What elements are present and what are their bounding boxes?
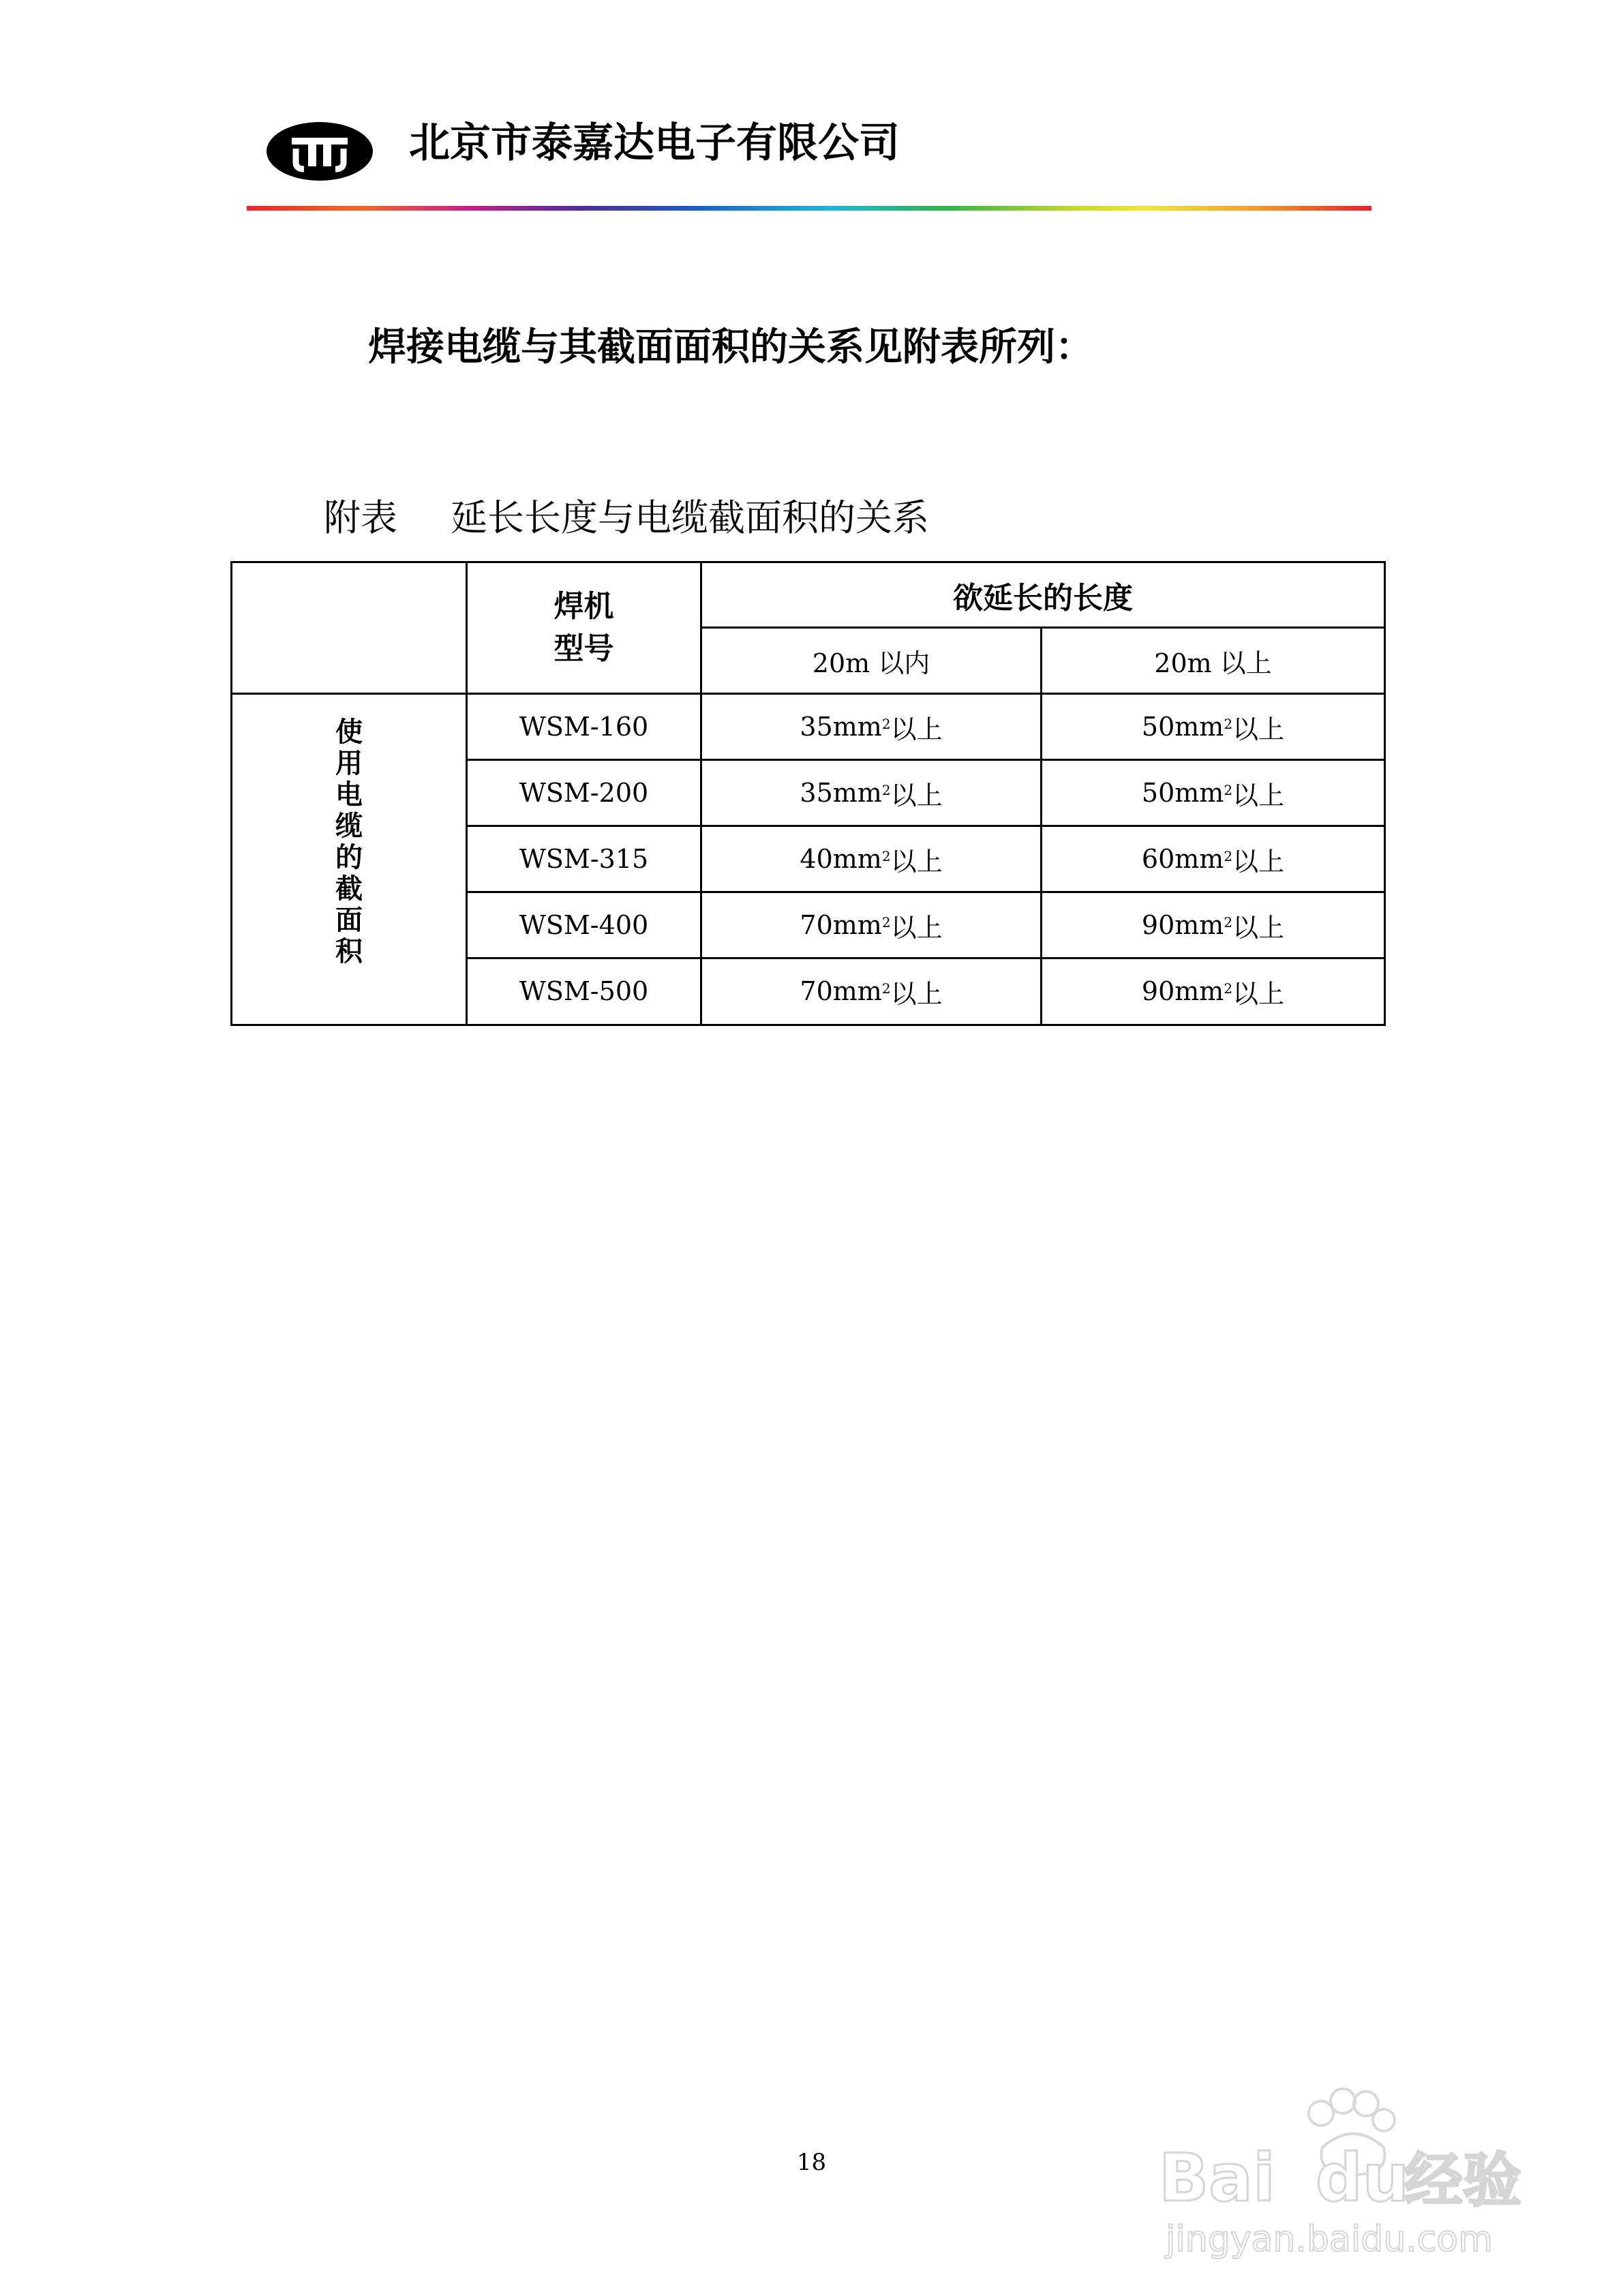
row-group-char: 使 xyxy=(335,716,363,748)
cell-suffix: 以上 xyxy=(1232,846,1285,877)
row-model: WSM-500 xyxy=(519,976,649,1006)
cell-unit: mm xyxy=(832,844,882,874)
cell-suffix: 以上 xyxy=(890,912,943,943)
header-within-20m: 20m 以内 xyxy=(812,648,930,678)
cell-unit-sup: 2 xyxy=(1224,716,1233,732)
cell-unit: mm xyxy=(1174,844,1224,874)
cell-suffix: 以上 xyxy=(1232,912,1285,943)
table-border-right xyxy=(1384,561,1386,1026)
row-group-char: 用 xyxy=(335,748,363,779)
cell-value: 60 xyxy=(1141,844,1175,874)
watermark-cn: 经验 xyxy=(1404,2147,1521,2215)
watermark-url: jingyan.baidu.com xyxy=(1166,2219,1493,2260)
row-within-20m xyxy=(702,695,1040,759)
row-group-char: 电 xyxy=(335,779,363,811)
cell-unit: mm xyxy=(1174,976,1224,1006)
cell-unit-sup: 2 xyxy=(881,848,891,864)
watermark-brand2: du xyxy=(1316,2140,1410,2216)
cell-unit-sup: 2 xyxy=(1224,914,1233,931)
row-above-20m xyxy=(1042,761,1384,825)
cell-value: 90 xyxy=(1141,910,1175,940)
table-border-bottom xyxy=(230,1024,1386,1026)
header-model-line1: 焊机 xyxy=(553,589,614,624)
row-group-char: 截 xyxy=(335,873,363,905)
table-caption xyxy=(324,492,929,544)
cell-value: 50 xyxy=(1141,778,1175,808)
row-model: WSM-400 xyxy=(519,910,649,940)
cell-unit: mm xyxy=(832,976,882,1006)
header-model-line2: 型号 xyxy=(553,631,614,666)
watermark-brand: Bai xyxy=(1159,2140,1275,2216)
row-within-20m xyxy=(702,893,1040,957)
row-above-20m xyxy=(1042,893,1384,957)
row-model: WSM-160 xyxy=(519,712,649,742)
row-above-20m xyxy=(1042,959,1384,1023)
cell-unit: mm xyxy=(1174,778,1224,808)
cell-unit: mm xyxy=(1174,712,1224,742)
header-above-20m: 20m 以上 xyxy=(1154,648,1272,678)
row-above-20m xyxy=(1042,695,1384,759)
company-logo xyxy=(266,121,374,181)
cell-suffix: 以上 xyxy=(890,780,943,811)
cell-unit-sup: 2 xyxy=(881,716,891,732)
row-within-20m xyxy=(702,827,1040,891)
cell-unit-sup: 2 xyxy=(881,782,891,798)
cell-unit-sup: 2 xyxy=(1224,980,1233,997)
cell-value: 90 xyxy=(1141,976,1175,1006)
cell-value: 40 xyxy=(800,844,833,874)
cell-suffix: 以上 xyxy=(890,714,943,744)
cell-unit: mm xyxy=(832,778,882,808)
page-number: 18 xyxy=(796,2149,827,2176)
caption-title: 延长长度与电缆截面积的关系 xyxy=(451,496,929,539)
caption-label: 附表 xyxy=(324,496,397,539)
row-group-label xyxy=(232,716,466,1003)
row-above-20m xyxy=(1042,827,1384,891)
header-model xyxy=(468,563,700,693)
cell-unit: mm xyxy=(1174,910,1224,940)
cable-table xyxy=(230,561,1386,1026)
row-group-char: 积 xyxy=(335,936,363,967)
header-rainbow-rule xyxy=(247,206,1371,211)
cell-unit-sup: 2 xyxy=(1224,782,1233,798)
row-within-20m xyxy=(702,959,1040,1023)
cell-suffix: 以上 xyxy=(890,846,943,877)
cell-suffix: 以上 xyxy=(1232,780,1285,811)
cell-suffix: 以上 xyxy=(1232,978,1285,1009)
row-group-char: 缆 xyxy=(335,811,363,842)
cell-value: 35 xyxy=(800,778,833,808)
company-name: 北京市泰嘉达电子有限公司 xyxy=(409,119,900,167)
row-model: WSM-200 xyxy=(519,778,649,808)
cell-unit: mm xyxy=(832,910,882,940)
cell-value: 70 xyxy=(800,910,833,940)
cell-unit-sup: 2 xyxy=(881,914,891,931)
cell-suffix: 以上 xyxy=(1232,714,1285,744)
header-length: 欲延长的长度 xyxy=(953,580,1133,616)
section-heading: 焊接电缆与其截面面积的关系见附表所列： xyxy=(368,325,1093,369)
baidu-watermark xyxy=(1159,2072,1568,2277)
row-group-char: 的 xyxy=(335,842,363,873)
row-model: WSM-315 xyxy=(519,844,649,874)
cell-value: 70 xyxy=(800,976,833,1006)
cell-value: 35 xyxy=(800,712,833,742)
cell-suffix: 以上 xyxy=(890,978,943,1009)
row-within-20m xyxy=(702,761,1040,825)
row-group-char: 面 xyxy=(335,905,363,936)
cell-unit-sup: 2 xyxy=(1224,848,1233,864)
cell-unit: mm xyxy=(832,712,882,742)
cell-value: 50 xyxy=(1141,712,1175,742)
cell-unit-sup: 2 xyxy=(881,980,891,997)
